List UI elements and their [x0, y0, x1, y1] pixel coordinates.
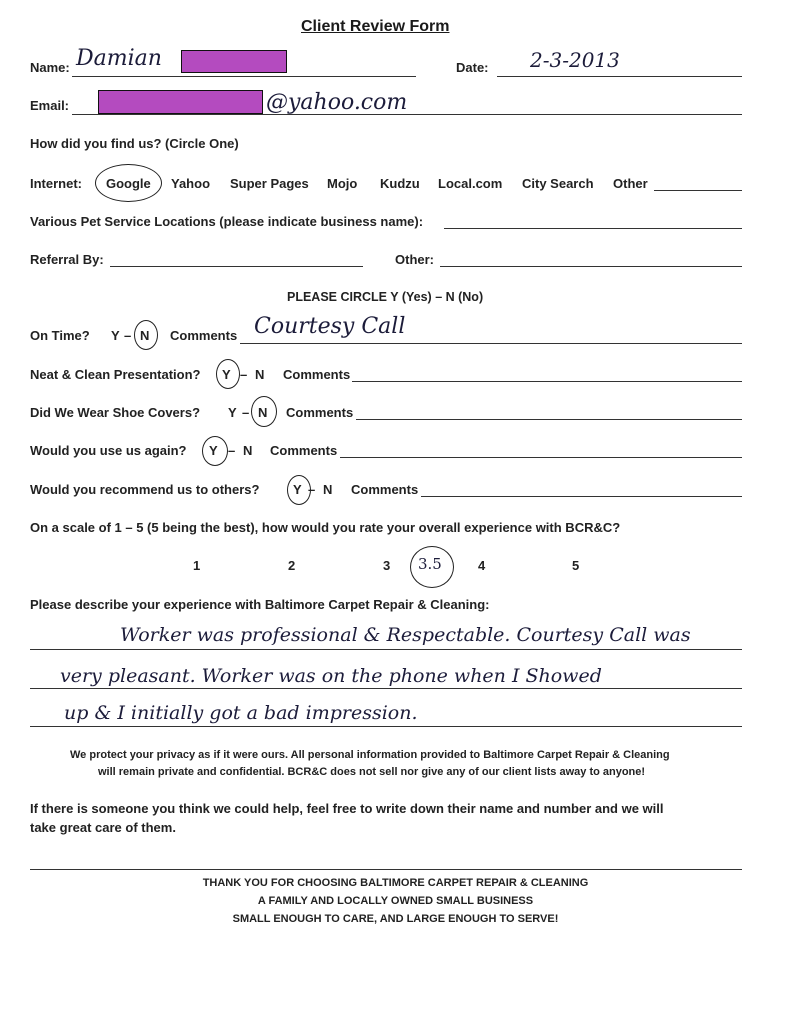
referral-text-2: take great care of them. [30, 820, 176, 835]
footer-line-2: A FAMILY AND LOCALLY OWNED SMALL BUSINESS [257, 895, 534, 907]
email-line [72, 114, 742, 115]
scale-5: 5 [572, 558, 580, 573]
other-line [654, 190, 742, 191]
describe-rule [30, 726, 742, 727]
dash: – [240, 367, 248, 382]
comment-line [421, 496, 742, 497]
redaction-box [98, 90, 263, 114]
describe-rule [30, 688, 742, 689]
comments-label: Comments [351, 482, 419, 497]
option-city-search: City Search [522, 176, 594, 191]
privacy-text-2: will remain private and confidential. BCR&C does not sell nor give any of our client lists away to anyone! [98, 766, 646, 778]
scale-1: 1 [193, 558, 201, 573]
option-local-com: Local.com [438, 176, 503, 191]
yes-option: Y [222, 367, 231, 382]
describe-rule [30, 649, 742, 650]
comment-line [352, 381, 742, 382]
option-mojo: Mojo [327, 176, 358, 191]
no-option: N [140, 328, 150, 343]
comments-label: Comments [170, 328, 238, 343]
page-title: Client Review Form [301, 18, 450, 35]
privacy-text-1: We protect your privacy as if it were ours. All personal information provided to Baltimore Carpet Repair & Cleaning [70, 749, 670, 761]
no-option: N [243, 443, 253, 458]
comment-value: Courtesy Call [254, 314, 406, 339]
scale-2: 2 [288, 558, 296, 573]
describe-label: Please describe your experience with Baltimore Carpet Repair & Cleaning: [30, 597, 490, 612]
other-label: Other: [395, 252, 434, 267]
date-value: 2-3-2013 [530, 48, 620, 72]
other-value-line [440, 266, 742, 267]
pet-locations-line [444, 228, 742, 229]
describe-line-1: Worker was professional & Respectable. Courtesy Call was [120, 624, 691, 646]
comments-label: Comments [283, 367, 351, 382]
email-label: Email: [30, 98, 70, 113]
scale-question: On a scale of 1 – 5 (5 being the best), how would you rate your overall experience with BCR&C? [30, 520, 621, 535]
name-value: Damian [76, 46, 162, 71]
dash: – [308, 482, 316, 497]
question-recommend: Would you recommend us to others? [30, 482, 260, 497]
referral-write-line [30, 869, 742, 870]
date-line [497, 76, 742, 77]
pet-locations-label: Various Pet Service Locations (please indicate business name): [30, 214, 424, 229]
footer-line-3: SMALL ENOUGH TO CARE, AND LARGE ENOUGH TO SERVE! [232, 913, 559, 925]
option-other: Other [613, 176, 648, 191]
how-find-label: How did you find us? (Circle One) [30, 136, 239, 151]
dash: – [228, 443, 236, 458]
internet-label: Internet: [30, 176, 82, 191]
comments-label: Comments [286, 405, 354, 420]
question-neat-clean: Neat & Clean Presentation? [30, 367, 201, 382]
comment-line [356, 419, 742, 420]
no-option: N [255, 367, 265, 382]
referral-text-1: If there is someone you think we could help, feel free to write down their name and number and we will [30, 801, 664, 816]
scale-3: 3 [383, 558, 391, 573]
referral-label: Referral By: [30, 252, 104, 267]
option-super-pages: Super Pages [230, 176, 309, 191]
no-option: N [323, 482, 333, 497]
footer-line-1: THANK YOU FOR CHOOSING BALTIMORE CARPET REPAIR & CLEANING [202, 877, 589, 889]
comment-line [340, 457, 742, 458]
question-on-time: On Time? [30, 328, 90, 343]
describe-line-3: up & I initially got a bad impression. [64, 702, 418, 724]
comments-label: Comments [270, 443, 338, 458]
yes-option: Y [293, 482, 302, 497]
referral-line [110, 266, 363, 267]
option-yahoo: Yahoo [171, 176, 211, 191]
option-kudzu: Kudzu [380, 176, 420, 191]
dash: – [242, 405, 250, 420]
date-label: Date: [456, 60, 489, 75]
name-label: Name: [30, 60, 70, 75]
question-shoe-covers: Did We Wear Shoe Covers? [30, 405, 201, 420]
name-line [72, 76, 416, 77]
yes-option: Y [111, 328, 120, 343]
redaction-box [181, 50, 287, 73]
yes-option: Y [228, 405, 237, 420]
no-option: N [258, 405, 268, 420]
scale-4: 4 [478, 558, 486, 573]
circle-instruction: PLEASE CIRCLE Y (Yes) – N (No) [287, 290, 484, 304]
rating-value: 3.5 [418, 555, 442, 573]
question-use-again: Would you use us again? [30, 443, 187, 458]
comment-line [240, 343, 742, 344]
yes-option: Y [209, 443, 218, 458]
dash: – [124, 328, 132, 343]
email-value: @yahoo.com [266, 90, 408, 115]
describe-line-2: very pleasant. Worker was on the phone when I Showed [60, 665, 602, 687]
option-google: Google [106, 176, 151, 191]
